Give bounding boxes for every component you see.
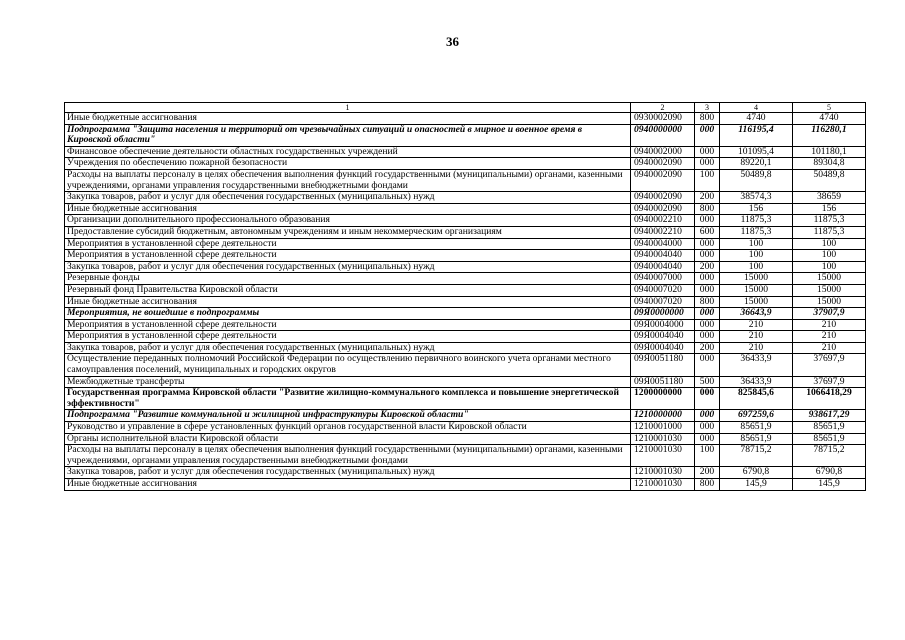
row-name: Мероприятия в установленной сфере деятельности bbox=[65, 238, 631, 250]
row-code: 09Я0004040 bbox=[631, 331, 695, 343]
row-value-5: 37697,9 bbox=[793, 354, 866, 376]
row-value-5: 145,9 bbox=[793, 479, 866, 491]
row-value-5: 4740 bbox=[793, 113, 866, 125]
row-value-4: 210 bbox=[720, 319, 793, 331]
row-code: 0940004040 bbox=[631, 261, 695, 273]
table-row bbox=[65, 158, 866, 170]
row-name: Расходы на выплаты персоналу в целях обеспечения выполнения функций государственными (муниципальными) органами, казенными учреждениями, органами управления государственными внебюджетными фондами bbox=[65, 445, 631, 467]
row-type: 000 bbox=[695, 319, 720, 331]
row-code: 0940002090 bbox=[631, 203, 695, 215]
row-name: Закупка товаров, работ и услуг для обеспечения государственных (муниципальных) нужд bbox=[65, 467, 631, 479]
row-code: 0940007020 bbox=[631, 296, 695, 308]
row-code: 0940002090 bbox=[631, 169, 695, 191]
row-value-5: 100 bbox=[793, 261, 866, 273]
row-value-4: 210 bbox=[720, 331, 793, 343]
row-value-5: 15000 bbox=[793, 273, 866, 285]
row-code: 1210001030 bbox=[631, 479, 695, 491]
table-row bbox=[65, 113, 866, 125]
row-type: 000 bbox=[695, 158, 720, 170]
row-value-4: 697259,6 bbox=[720, 410, 793, 422]
table-row bbox=[65, 273, 866, 285]
row-value-5: 210 bbox=[793, 319, 866, 331]
table-row bbox=[65, 250, 866, 262]
row-name: Мероприятия в установленной сфере деятельности bbox=[65, 250, 631, 262]
row-code: 1200000000 bbox=[631, 388, 695, 410]
row-value-4: 11875,3 bbox=[720, 226, 793, 238]
row-value-4: 116195,4 bbox=[720, 124, 793, 146]
row-value-4: 15000 bbox=[720, 296, 793, 308]
row-name: Иные бюджетные ассигнования bbox=[65, 203, 631, 215]
row-type: 000 bbox=[695, 422, 720, 434]
table-row bbox=[65, 376, 866, 388]
row-name: Иные бюджетные ассигнования bbox=[65, 113, 631, 125]
row-value-5: 85651,9 bbox=[793, 433, 866, 445]
table-row bbox=[65, 433, 866, 445]
row-name: Учреждения по обеспечению пожарной безопасности bbox=[65, 158, 631, 170]
row-type: 800 bbox=[695, 113, 720, 125]
table-row bbox=[65, 296, 866, 308]
row-type: 000 bbox=[695, 331, 720, 343]
row-value-5: 89304,8 bbox=[793, 158, 866, 170]
row-name: Иные бюджетные ассигнования bbox=[65, 296, 631, 308]
table-row bbox=[65, 124, 866, 146]
row-type: 000 bbox=[695, 410, 720, 422]
row-value-4: 101095,4 bbox=[720, 146, 793, 158]
row-value-5: 6790,8 bbox=[793, 467, 866, 479]
table-row bbox=[65, 331, 866, 343]
row-code: 0940004040 bbox=[631, 250, 695, 262]
row-value-4: 4740 bbox=[720, 113, 793, 125]
table-row bbox=[65, 445, 866, 467]
row-value-4: 100 bbox=[720, 238, 793, 250]
table-row bbox=[65, 479, 866, 491]
row-type: 100 bbox=[695, 169, 720, 191]
row-value-4: 6790,8 bbox=[720, 467, 793, 479]
row-code: 1210001000 bbox=[631, 422, 695, 434]
row-code: 1210001030 bbox=[631, 433, 695, 445]
row-value-5: 1066418,29 bbox=[793, 388, 866, 410]
row-value-4: 50489,8 bbox=[720, 169, 793, 191]
col-header-1: 1 bbox=[65, 103, 631, 113]
row-value-5: 50489,8 bbox=[793, 169, 866, 191]
row-value-5: 11875,3 bbox=[793, 215, 866, 227]
row-name: Резервный фонд Правительства Кировской области bbox=[65, 284, 631, 296]
row-name: Расходы на выплаты персоналу в целях обеспечения выполнения функций государственными (муниципальными) органами, казенными учреждениями, органами управления государственными внебюджетными фондами bbox=[65, 169, 631, 191]
row-value-5: 11875,3 bbox=[793, 226, 866, 238]
row-value-4: 78715,2 bbox=[720, 445, 793, 467]
row-type: 000 bbox=[695, 238, 720, 250]
row-value-4: 15000 bbox=[720, 284, 793, 296]
row-code: 0940004000 bbox=[631, 238, 695, 250]
row-value-4: 210 bbox=[720, 342, 793, 354]
table-row bbox=[65, 203, 866, 215]
table-row bbox=[65, 342, 866, 354]
table-row bbox=[65, 284, 866, 296]
row-value-5: 156 bbox=[793, 203, 866, 215]
row-name: Финансовое обеспечение деятельности областных государственных учреждений bbox=[65, 146, 631, 158]
row-type: 200 bbox=[695, 467, 720, 479]
row-code: 1210000000 bbox=[631, 410, 695, 422]
row-code: 0940002090 bbox=[631, 158, 695, 170]
page-number: 36 bbox=[446, 34, 459, 49]
row-name: Осуществление переданных полномочий Российской Федерации по осуществлению первичного воинского учета органами местного самоуправления поселений, муниципальных и городских округов bbox=[65, 354, 631, 376]
col-header-5: 5 bbox=[793, 103, 866, 113]
table-row bbox=[65, 238, 866, 250]
row-value-5: 116280,1 bbox=[793, 124, 866, 146]
row-value-4: 36643,9 bbox=[720, 308, 793, 320]
row-name: Резервные фонды bbox=[65, 273, 631, 285]
row-code: 09Я0004040 bbox=[631, 342, 695, 354]
row-value-4: 36433,9 bbox=[720, 354, 793, 376]
row-type: 000 bbox=[695, 308, 720, 320]
row-value-5: 78715,2 bbox=[793, 445, 866, 467]
row-type: 000 bbox=[695, 250, 720, 262]
row-type: 000 bbox=[695, 354, 720, 376]
row-value-5: 210 bbox=[793, 331, 866, 343]
row-value-4: 85651,9 bbox=[720, 433, 793, 445]
row-value-5: 210 bbox=[793, 342, 866, 354]
row-value-4: 145,9 bbox=[720, 479, 793, 491]
col-header-2: 2 bbox=[631, 103, 695, 113]
row-value-4: 85651,9 bbox=[720, 422, 793, 434]
table-row bbox=[65, 146, 866, 158]
table-row bbox=[65, 308, 866, 320]
row-code: 0930002090 bbox=[631, 113, 695, 125]
row-value-4: 100 bbox=[720, 250, 793, 262]
row-type: 100 bbox=[695, 445, 720, 467]
row-value-5: 101180,1 bbox=[793, 146, 866, 158]
row-type: 600 bbox=[695, 226, 720, 238]
row-code: 09Я0004000 bbox=[631, 319, 695, 331]
row-value-5: 100 bbox=[793, 238, 866, 250]
row-type: 000 bbox=[695, 146, 720, 158]
row-name: Закупка товаров, работ и услуг для обеспечения государственных (муниципальных) нужд bbox=[65, 342, 631, 354]
row-value-5: 37907,9 bbox=[793, 308, 866, 320]
row-name: Иные бюджетные ассигнования bbox=[65, 479, 631, 491]
row-type: 000 bbox=[695, 124, 720, 146]
row-value-4: 156 bbox=[720, 203, 793, 215]
row-value-5: 38659 bbox=[793, 192, 866, 204]
row-code: 09Я0000000 bbox=[631, 308, 695, 320]
row-name: Предоставление субсидий бюджетным, автономным учреждениям и иным некоммерческим организациям bbox=[65, 226, 631, 238]
row-type: 000 bbox=[695, 284, 720, 296]
table-row bbox=[65, 422, 866, 434]
table-row bbox=[65, 467, 866, 479]
row-type: 800 bbox=[695, 203, 720, 215]
row-type: 200 bbox=[695, 342, 720, 354]
table-row bbox=[65, 388, 866, 410]
table-row bbox=[65, 410, 866, 422]
row-code: 1210001030 bbox=[631, 445, 695, 467]
col-header-3: 3 bbox=[695, 103, 720, 113]
row-code: 0940007020 bbox=[631, 284, 695, 296]
table-row bbox=[65, 169, 866, 191]
budget-table bbox=[64, 102, 866, 491]
row-name: Подпрограмма "Защита населения и территорий от чрезвычайных ситуаций и опасностей в мирное и военное время в Кировской области" bbox=[65, 124, 631, 146]
row-value-4: 15000 bbox=[720, 273, 793, 285]
header-row bbox=[65, 103, 866, 113]
row-name: Органы исполнительной власти Кировской области bbox=[65, 433, 631, 445]
row-type: 000 bbox=[695, 433, 720, 445]
row-value-4: 38574,3 bbox=[720, 192, 793, 204]
row-type: 000 bbox=[695, 215, 720, 227]
row-code: 0940002000 bbox=[631, 146, 695, 158]
table-row bbox=[65, 215, 866, 227]
col-header-4: 4 bbox=[720, 103, 793, 113]
row-name: Организации дополнительного профессионального образования bbox=[65, 215, 631, 227]
row-value-4: 11875,3 bbox=[720, 215, 793, 227]
row-code: 1210001030 bbox=[631, 467, 695, 479]
table-row bbox=[65, 354, 866, 376]
row-type: 000 bbox=[695, 388, 720, 410]
table-row bbox=[65, 261, 866, 273]
row-name: Межбюджетные трансферты bbox=[65, 376, 631, 388]
row-value-5: 15000 bbox=[793, 284, 866, 296]
row-value-4: 36433,9 bbox=[720, 376, 793, 388]
row-value-4: 100 bbox=[720, 261, 793, 273]
table-row bbox=[65, 319, 866, 331]
row-type: 800 bbox=[695, 296, 720, 308]
row-type: 500 bbox=[695, 376, 720, 388]
row-value-5: 15000 bbox=[793, 296, 866, 308]
row-code: 0940002210 bbox=[631, 215, 695, 227]
row-name: Руководство и управление в сфере установленных функций органов государственной власти Кировской области bbox=[65, 422, 631, 434]
row-code: 09Я0051180 bbox=[631, 354, 695, 376]
row-name: Подпрограмма "Развитие коммунальной и жилищной инфраструктуры Кировской области" bbox=[65, 410, 631, 422]
row-type: 800 bbox=[695, 479, 720, 491]
row-code: 0940002210 bbox=[631, 226, 695, 238]
row-value-5: 37697,9 bbox=[793, 376, 866, 388]
row-name: Закупка товаров, работ и услуг для обеспечения государственных (муниципальных) нужд bbox=[65, 192, 631, 204]
table-row bbox=[65, 192, 866, 204]
row-name: Государственная программа Кировской области "Развитие жилищно-коммунального комплекса и повышение энергетической эффективности" bbox=[65, 388, 631, 410]
row-name: Мероприятия в установленной сфере деятельности bbox=[65, 319, 631, 331]
row-type: 200 bbox=[695, 261, 720, 273]
row-code: 0940007000 bbox=[631, 273, 695, 285]
row-value-5: 85651,9 bbox=[793, 422, 866, 434]
row-code: 09Я0051180 bbox=[631, 376, 695, 388]
row-value-5: 938617,29 bbox=[793, 410, 866, 422]
row-name: Мероприятия, не вошедшие в подпрограммы bbox=[65, 308, 631, 320]
row-name: Мероприятия в установленной сфере деятельности bbox=[65, 331, 631, 343]
row-code: 0940002090 bbox=[631, 192, 695, 204]
row-code: 0940000000 bbox=[631, 124, 695, 146]
row-value-5: 100 bbox=[793, 250, 866, 262]
row-type: 000 bbox=[695, 273, 720, 285]
table-row bbox=[65, 226, 866, 238]
row-value-4: 89220,1 bbox=[720, 158, 793, 170]
row-name: Закупка товаров, работ и услуг для обеспечения государственных (муниципальных) нужд bbox=[65, 261, 631, 273]
row-value-4: 825845,6 bbox=[720, 388, 793, 410]
row-type: 200 bbox=[695, 192, 720, 204]
